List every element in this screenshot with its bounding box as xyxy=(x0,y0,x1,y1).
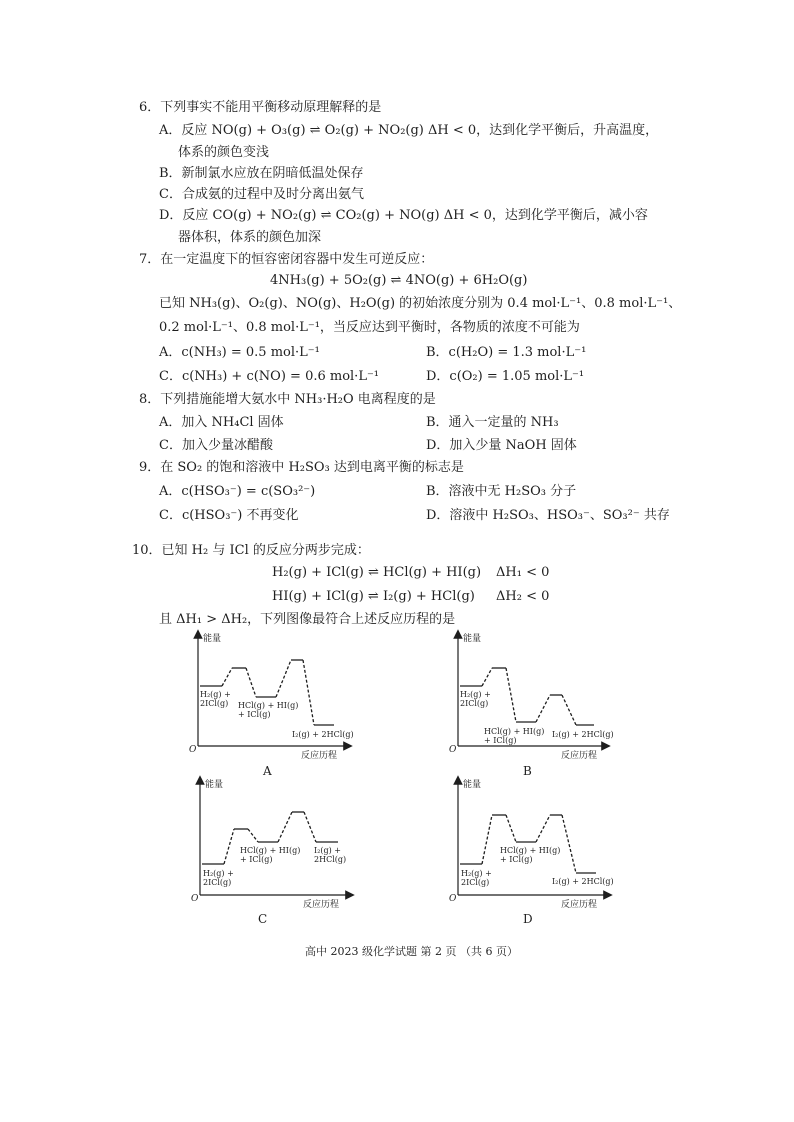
q6-option-c: C．合成氨的过程中及时分离出氨气 xyxy=(159,187,364,202)
q6-option-a-line2: 体系的颜色变浅 xyxy=(178,145,270,160)
graph-c xyxy=(191,778,350,910)
q8-stem: 8．下列措施能增大氨水中 NH₃·H₂O 电离程度的是 xyxy=(139,392,436,407)
q7-option-d: D．c(O₂) = 1.05 mol·L⁻¹ xyxy=(426,369,585,384)
graph-d-curve xyxy=(460,815,596,873)
graph-b-product: I₂(g) + 2HCl(g) xyxy=(552,730,614,739)
graph-b-xlabel: 反应历程 xyxy=(561,751,598,761)
graph-d-intermediate-1: HCl(g) + HI(g) xyxy=(500,846,561,855)
graph-b-reactant-2: 2ICl(g) xyxy=(460,699,489,708)
q9-option-d: D．溶液中 H₂SO₃、HSO₃⁻、SO₃²⁻ 共存 xyxy=(426,508,670,523)
q9-option-b: B．溶液中无 H₂SO₃ 分子 xyxy=(426,484,577,499)
q7-line2: 0.2 mol·L⁻¹、0.8 mol·L⁻¹，当反应达到平衡时，各物质的浓度不可能为 xyxy=(159,320,580,335)
graph-d-label: D xyxy=(523,912,533,926)
q7-option-b: B．c(H₂O) = 1.3 mol·L⁻¹ xyxy=(426,345,587,360)
graph-c-product-1: I₂(g) + xyxy=(314,846,341,855)
q8-option-c: C．加入少量冰醋酸 xyxy=(159,438,273,453)
graph-b-intermediate-2: + ICl(g) xyxy=(484,736,517,745)
graph-b-reactant-1: H₂(g) + xyxy=(460,690,491,699)
q10-dh1: ΔH₁ < 0 xyxy=(496,565,550,580)
q9-stem: 9．在 SO₂ 的饱和溶液中 H₂SO₃ 达到电离平衡的标志是 xyxy=(139,460,464,475)
graph-d-intermediate-2: + ICl(g) xyxy=(500,855,533,864)
q6-stem: 6．下列事实不能用平衡移动原理解释的是 xyxy=(139,100,382,115)
q6-option-a-line1: A．反应 NO(g) + O₃(g) ⇌ O₂(g) + NO₂(g) ΔH < 0，达到化学平衡后，升高温度， xyxy=(159,123,659,138)
graph-c-label: C xyxy=(258,912,268,926)
q10-eq1: H₂(g) + ICl(g) ⇌ HCl(g) + HI(g) xyxy=(272,565,482,580)
graph-c-ylabel: 能量 xyxy=(205,780,224,790)
q7-equation: 4NH₃(g) + 5O₂(g) ⇌ 4NO(g) + 6H₂O(g) xyxy=(270,273,528,288)
graph-c-xlabel: 反应历程 xyxy=(303,900,340,910)
graph-b-origin: O xyxy=(449,745,457,755)
q9-option-a: A．c(HSO₃⁻) = c(SO₃²⁻) xyxy=(159,484,316,499)
graph-d-reactant-1: H₂(g) + xyxy=(461,869,492,878)
graph-a-ylabel: 能量 xyxy=(203,634,222,644)
graph-d-product: I₂(g) + 2HCl(g) xyxy=(552,877,614,886)
graph-c-origin: O xyxy=(191,894,199,904)
q10-condition: 且 ΔH₁ > ΔH₂，下列图像最符合上述反应历程的是 xyxy=(159,612,456,627)
graph-b-ylabel: 能量 xyxy=(463,634,482,644)
graph-a-intermediate-2: + ICl(g) xyxy=(238,710,271,719)
graph-d-xlabel: 反应历程 xyxy=(561,900,598,910)
q7-option-c: C．c(NH₃) + c(NO) = 0.6 mol·L⁻¹ xyxy=(159,369,380,384)
q10-stem: 10．已知 H₂ 与 ICl 的反应分两步完成： xyxy=(132,543,370,558)
graph-a-reactant-1: H₂(g) + xyxy=(200,690,231,699)
graph-a-xlabel: 反应历程 xyxy=(301,751,338,761)
q6-option-d-line1: D．反应 CO(g) + NO₂(g) ⇌ CO₂(g) + NO(g) ΔH < 0，达到化学平衡后，减小容 xyxy=(159,208,648,223)
graph-d-origin: O xyxy=(449,894,457,904)
graph-a-intermediate-1: HCl(g) + HI(g) xyxy=(238,701,299,710)
q7-option-a: A．c(NH₃) = 0.5 mol·L⁻¹ xyxy=(159,345,320,360)
graph-a xyxy=(189,632,354,761)
graph-c-intermediate-1: HCl(g) + HI(g) xyxy=(240,846,301,855)
graph-c-reactant-2: 2ICl(g) xyxy=(203,878,232,887)
q6-option-d-line2: 器体积，体系的颜色加深 xyxy=(178,230,322,245)
page-footer: 高中 2023 级化学试题 第 2 页 （共 6 页） xyxy=(305,945,518,958)
q7-stem: 7．在一定温度下的恒容密闭容器中发生可逆反应： xyxy=(139,252,434,267)
graph-a-reactant-2: 2ICl(g) xyxy=(200,699,229,708)
graph-d-reactant-2: 2ICl(g) xyxy=(461,878,490,887)
q7-line1: 已知 NH₃(g)、O₂(g)、NO(g)、H₂O(g) 的初始浓度分别为 0.4 mol·L⁻¹、0.8 mol·L⁻¹、 xyxy=(159,296,682,311)
graph-b-label: B xyxy=(523,764,532,778)
q10-dh2: ΔH₂ < 0 xyxy=(496,589,550,604)
graph-d-ylabel: 能量 xyxy=(463,780,482,790)
graph-c-intermediate-2: + ICl(g) xyxy=(240,855,273,864)
q6-option-b: B．新制氯水应放在阴暗低温处保存 xyxy=(159,166,364,181)
graph-b xyxy=(449,632,614,761)
q8-option-a: A．加入 NH₄Cl 固体 xyxy=(159,415,284,430)
graph-a-product: I₂(g) + 2HCl(g) xyxy=(292,730,354,739)
graph-b-intermediate-1: HCl(g) + HI(g) xyxy=(484,727,545,736)
q8-option-d: D．加入少量 NaOH 固体 xyxy=(426,438,577,453)
graph-c-product-2: 2HCl(g) xyxy=(314,855,347,864)
q10-eq2: HI(g) + ICl(g) ⇌ I₂(g) + HCl(g) xyxy=(272,589,475,604)
graph-d xyxy=(449,778,614,910)
q9-option-c: C．c(HSO₃⁻) 不再变化 xyxy=(159,508,299,523)
graph-c-reactant-1: H₂(g) + xyxy=(203,869,234,878)
graph-a-label: A xyxy=(263,764,272,778)
graph-a-origin: O xyxy=(189,745,197,755)
q8-option-b: B．通入一定量的 NH₃ xyxy=(426,415,559,430)
